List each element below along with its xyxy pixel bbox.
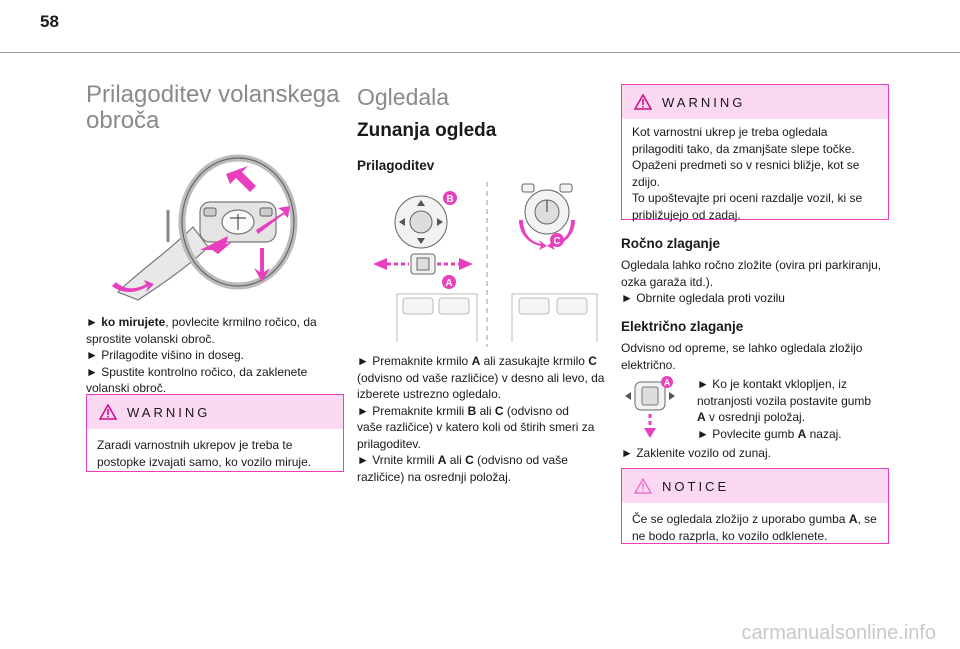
bullet: ► (86, 348, 98, 362)
knob-c (522, 184, 572, 234)
mirror-steps (357, 353, 607, 485)
steering-column (86, 70, 344, 469)
warning-line: To upoštevajte pri oceni razdalje vozil, ki se (632, 191, 863, 205)
warning-body (622, 119, 888, 231)
label: C (465, 453, 474, 467)
step-text: Prilagodite višino in doseg. (101, 348, 244, 362)
label-a: A (663, 377, 671, 388)
text: nazaj. (806, 426, 842, 441)
electric-step-line: notranjosti vozila postavite gumb (697, 393, 872, 408)
warning-header (622, 85, 888, 119)
warning-line: zdijo. (632, 174, 661, 189)
steering-wheel-illustration (108, 152, 308, 302)
electric-step-line (697, 426, 889, 443)
mirror-step-line (357, 452, 607, 469)
emphasis: ko mirujete (101, 315, 166, 329)
label: A (437, 453, 447, 467)
step-text: sprostite volanski obroč. (86, 331, 215, 346)
manual-folding-title: Ročno zlaganje (621, 236, 721, 251)
electric-step-line (697, 409, 889, 426)
text: ali (446, 453, 466, 467)
watermark: carmanualsonline.info (741, 622, 936, 644)
page-number: 58 (40, 12, 59, 31)
electric-folding-text (621, 340, 889, 373)
steering-steps (86, 314, 344, 397)
warning-line: Kot varnostni ukrep je treba ogledala (632, 125, 828, 139)
text: ► Povlecite gumb (697, 426, 798, 441)
label: C (494, 403, 504, 418)
text: ► Vrnite krmili (357, 453, 438, 467)
steering-title-line2: obroča (86, 107, 160, 134)
warning-line: približujejo od zadaj. (632, 207, 741, 222)
label: A (797, 426, 807, 441)
text: ali zasukajte krmilo (480, 354, 589, 368)
mirror-step-line: (odvisno od vaše različice) v desno ali levo, da (357, 370, 605, 385)
warning-line: postopke izvajati samo, ko vozilo miruje. (97, 454, 312, 469)
warning-line: prilagoditi tako, da zmanjšate slepe točke. (632, 141, 855, 156)
mirrors-title: Ogledala (357, 84, 450, 110)
mirror-step-line: različice) na osrednji položaj. (357, 469, 512, 484)
bullet: ► (86, 364, 98, 379)
text: ► Premaknite krmili (357, 403, 468, 418)
label: A (471, 354, 481, 368)
steering-step (86, 364, 344, 381)
warning-body (87, 429, 343, 478)
mirror-step-line: prilagoditev. (357, 436, 421, 451)
steering-warning-box (86, 394, 344, 472)
notice-title: NOTICE (662, 478, 730, 494)
label: C (588, 354, 597, 368)
warning-icon (99, 404, 117, 420)
warning-line: Zaradi varnostnih ukrepov je treba te (97, 438, 293, 452)
lock-vehicle-line: ► Zaklenite vozilo od zunaj. (621, 446, 771, 460)
warning-icon (634, 94, 652, 110)
text: ► Premaknite krmilo (357, 354, 472, 368)
mirrors-section: Prilagoditev (357, 158, 435, 173)
electric-folding-title: Električno zlaganje (621, 319, 744, 334)
steering-step (86, 314, 344, 331)
mirror-step-line (357, 353, 607, 370)
mirrors-column (357, 70, 607, 484)
fold-switch-illustration (623, 374, 677, 440)
mirror-step-line: vaše različice) v katero koli od štirih smeri za (357, 420, 595, 434)
electric-step-line: ► Ko je kontakt vklopljen, iz (697, 377, 847, 391)
mirror-controls-illustration (367, 182, 607, 347)
manual-folding-text (621, 257, 889, 307)
warning-line: Opaženi predmeti so v resnici bližje, kot se (632, 158, 860, 172)
electric-line: Odvisno od opreme, se lahko ogledala zložijo (621, 341, 863, 355)
manual-line: ► Obrnite ogledala proti vozilu (621, 291, 785, 305)
text: (odvisno od (503, 403, 569, 418)
mirror-step-line (357, 403, 607, 420)
joystick-b (395, 196, 447, 248)
warning-title: WARNING (662, 94, 746, 110)
label-c: C (553, 236, 561, 247)
mirror-step-line: izberete ustrezno ogledalo. (357, 387, 502, 401)
switch-a (411, 254, 435, 274)
steering-title (86, 82, 344, 134)
mirrors-subtitle: Zunanja ogleda (357, 120, 497, 141)
notice-line (632, 511, 878, 528)
mirror-warning-box (621, 84, 889, 220)
step-text: Spustite kontrolno ročico, da zaklenete (101, 364, 308, 379)
warning-title: WARNING (127, 404, 211, 420)
text: Če se ogledala zložijo z uporabo gumba (632, 512, 849, 526)
manual-line: Ogledala lahko ročno zložite (ovira pri parkiranju, (621, 258, 882, 272)
label-a: A (445, 278, 453, 289)
bullet: ► (86, 315, 98, 329)
notice-line: ne bodo razprla, ko vozilo odklenete. (632, 528, 828, 543)
steering-step (86, 331, 344, 348)
notice-body (622, 503, 888, 552)
text: v osrednji položaj. (705, 410, 806, 424)
electric-line: električno. (621, 357, 676, 372)
text: , se (857, 512, 877, 526)
manual-line: ozka garaža itd.). (621, 274, 714, 289)
notice-icon (634, 478, 652, 494)
warning-header (87, 395, 343, 429)
top-rule (0, 52, 960, 53)
step-text: , povlecite krmilno ročico, da (165, 315, 317, 329)
electric-steps (697, 376, 889, 442)
steering-step (86, 347, 344, 364)
text: ali (476, 403, 495, 418)
text: (odvisno od vaše (473, 453, 568, 467)
label: A (697, 410, 706, 424)
label-b: B (446, 194, 454, 205)
label: B (467, 403, 477, 418)
notice-box (621, 468, 889, 544)
notice-header (622, 469, 888, 503)
steering-title-line1: Prilagoditev volanskega (86, 81, 340, 108)
label: A (848, 512, 858, 526)
step-text: volanski obroč. (86, 381, 167, 395)
